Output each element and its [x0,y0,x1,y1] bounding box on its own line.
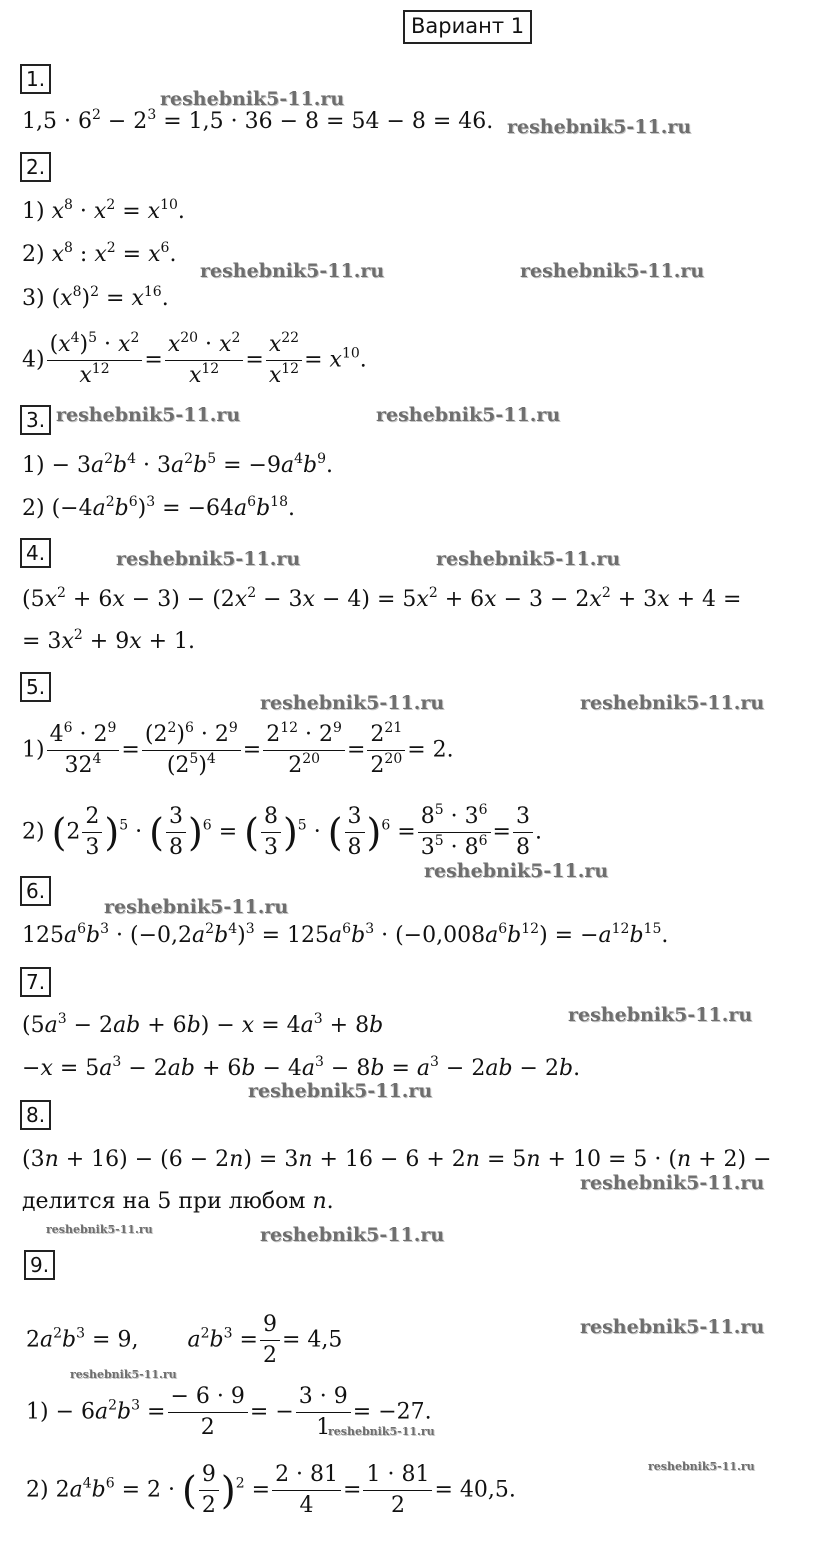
problem-number-2: 2. [20,152,51,182]
p4-line-2: = $3x^2 + 9x + 1$. [22,627,196,654]
watermark: reshebnik5-11.ru [200,260,385,282]
p4-line-1: $(5x^2 + 6x - 3) - (2x^2 - 3x - 4) = 5x^2 + 6x - 3 - 2x^2 + 3x + 4$ = [22,585,742,612]
watermark: reshebnik5-11.ru [580,692,765,714]
watermark: reshebnik5-11.ru [507,116,692,138]
watermark: reshebnik5-11.ru [376,404,561,426]
p2-line-4: 4) $\frac{(x^4)^5 \cdot x^2}{x^{12}}$ = $\frac{x^{20} \cdot x^2}{x^{12}}$ = $\frac{x^{22}}{x^{12}}$ = $x^{10}$. [22,330,367,391]
watermark: reshebnik5-11.ru [104,896,289,918]
problem-number-4: 4. [20,538,51,568]
watermark: reshebnik5-11.ru [260,692,445,714]
p2-line-2: 2) $x^8$ : $x^2 = x^6$. [22,240,177,267]
problem-number-8: 8. [20,1100,51,1130]
watermark: reshebnik5-11.ru [580,1172,765,1194]
watermark: reshebnik5-11.ru [46,1223,153,1236]
watermark: reshebnik5-11.ru [328,1425,435,1438]
watermark: reshebnik5-11.ru [568,1004,753,1026]
p5-line-1: 1) $\frac{4^6 \cdot 2^9}{32^4}$ = $\frac{(2^2)^6 \cdot 2^9}{(2^5)^4}$ = $\frac{2^{12} \cdot 2^9}{2^{20}}$ = $\frac{2^{21}}{2^{20}}$ = 2. [22,720,454,781]
p8-line-1: (3n + 16) − (6 − 2n) = 3n + 16 − 6 + 2n = 5n + 10 = 5 · (n + 2) − [22,1147,772,1172]
p9-line-1: $2a^2b^3 = 9$, $a^2b^3$ = $\frac{9}{2}$ = 4,5 [26,1310,342,1371]
p1-solution: $1,5 \cdot 6^2 - 2^3 = 1,5 \cdot 36 - 8 = 54 - 8 = 46$. [22,107,494,134]
problem-number-7: 7. [20,967,51,997]
p2-line-1: 1) $x^8 \cdot x^2 = x^{10}$. [22,197,185,224]
watermark: reshebnik5-11.ru [424,860,609,882]
p3-line-2: 2) $(-4a^2b^6)^3 = -64a^6b^{18}$. [22,494,295,521]
problem-number-3: 3. [20,405,51,435]
p5-line-2: 2) (2 $\frac{2}{3}$ )$^5$ · ( $\frac{3}{8}$ )$^6$ = ( $\frac{8}{3}$ )$^5$ · ( $\frac{3}{8}$ )$^6$ = $\frac{8^5 \cdot 3^6}{3^5 \cdot 8^6}$ = $\frac{3}{8}$ . [22,802,542,863]
watermark: reshebnik5-11.ru [648,1460,755,1473]
watermark: reshebnik5-11.ru [436,548,621,570]
watermark: reshebnik5-11.ru [70,1368,177,1381]
p9-line-2: $1) - 6a^2b^3$ = $\frac{- 6 \cdot 9}{2}$ = − $\frac{3 \cdot 9}{1}$ = −27. [26,1382,432,1443]
p7-line-1: $(5a^3 - 2ab + 6b) - x = 4a^3 + 8b$ [22,1011,384,1038]
problem-number-5: 5. [20,672,51,702]
watermark: reshebnik5-11.ru [580,1316,765,1338]
page-title: Вариант 1 [403,10,532,44]
watermark: reshebnik5-11.ru [260,1224,445,1246]
p3-line-1: $1) - 3a^2b^4 \cdot 3a^2b^5 = -9a^4b^9$. [22,451,334,478]
p6-solution: $125a^6b^3 \cdot (-0,2a^2b^4)^3 = 125a^6b^3 \cdot (-0,008a^6b^{12}) = -a^{12}b^{15}$. [22,921,669,948]
problem-number-9: 9. [24,1250,55,1280]
p7-line-2: $-x = 5a^3 - 2ab + 6b - 4a^3 - 8b = a^3 - 2ab - 2b$. [22,1054,581,1081]
watermark: reshebnik5-11.ru [248,1080,433,1102]
p2-line-3: 3) $(x^8)^2 = x^{16}$. [22,284,169,311]
watermark: reshebnik5-11.ru [520,260,705,282]
problem-number-6: 6. [20,876,51,906]
p8-line-2: делится на 5 при любом n. [22,1189,334,1214]
watermark: reshebnik5-11.ru [160,88,345,110]
watermark: reshebnik5-11.ru [116,548,301,570]
problem-number-1: 1. [20,64,51,94]
p9-line-3: 2) $2a^4b^6 = 2$ · ( $\frac{9}{2}$ )$^2$ = $\frac{2 \cdot 81}{4}$ = $\frac{1 \cdot 81}{2}$ = 40,5. [26,1460,516,1521]
watermark: reshebnik5-11.ru [56,404,241,426]
